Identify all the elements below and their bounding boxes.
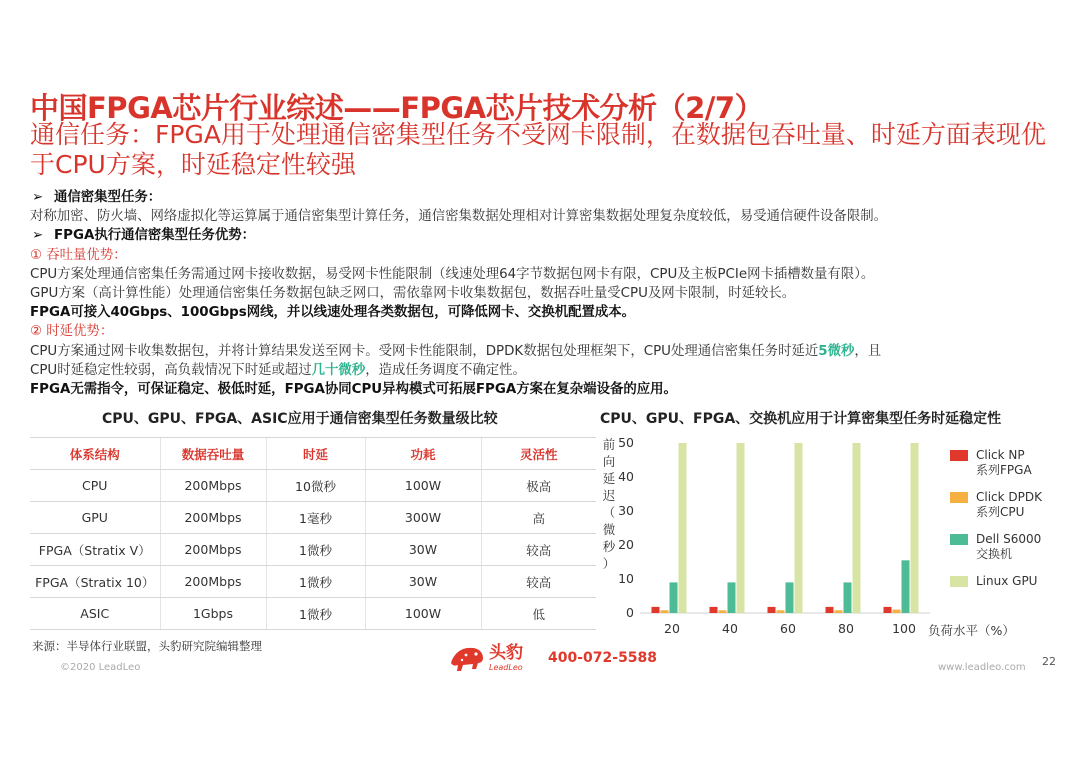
y-label-char: （ bbox=[602, 505, 616, 520]
table-cell: 200Mbps bbox=[160, 566, 266, 598]
table-row bbox=[30, 566, 596, 598]
y-label-char: 延 bbox=[602, 471, 616, 486]
bar-4 bbox=[795, 443, 803, 613]
body-text bbox=[30, 188, 1060, 399]
bar-3 bbox=[670, 582, 678, 613]
advantage-2-bold: FPGA无需指令，可保证稳定、极低时延，FPGA协同CPU异构模式可拓展FPGA方案在复杂端设备的应用。 bbox=[30, 382, 677, 398]
x-tick-label: 80 bbox=[838, 621, 854, 636]
bar-3 bbox=[902, 560, 910, 613]
legend-label: 系列FPGA bbox=[976, 463, 1032, 477]
bar-2 bbox=[835, 610, 843, 613]
legend-label: Click NP bbox=[976, 448, 1025, 462]
logo-text: 头豹 bbox=[489, 642, 523, 663]
bar-2 bbox=[719, 610, 727, 613]
bar-4 bbox=[737, 443, 745, 613]
copyright: ©2020 LeadLeo bbox=[60, 662, 141, 673]
logo-subtext: LeadLeo bbox=[489, 662, 523, 672]
table-cell: FPGA（Stratix 10） bbox=[30, 566, 160, 598]
legend-swatch bbox=[950, 534, 968, 545]
bullet-2: ➢ FPGA执行通信密集型任务优势： bbox=[30, 226, 1060, 245]
page-subtitle: 通信任务：FPGA用于处理通信密集型任务不受网卡限制，在数据包吞吐量、时延方面表现优于CPU方案，时延稳定性较强 bbox=[30, 120, 1046, 179]
comparison-table bbox=[30, 437, 596, 630]
table-cell: 30W bbox=[365, 566, 481, 598]
highlight-5us: 5微秒 bbox=[818, 343, 855, 359]
chart-legend bbox=[950, 448, 1060, 601]
legend-item bbox=[950, 532, 1060, 562]
bullet-1-text: 对称加密、防火墙、网络虚拟化等运算属于通信密集型计算任务，通信密集数据处理相对计算密集数据处理复杂度较低，易受通信硬件设备限制。 bbox=[30, 209, 887, 225]
chart-x-axis-label: 负荷水平（%） bbox=[928, 623, 1015, 638]
website: www.leadleo.com bbox=[938, 662, 1026, 673]
y-tick-label: 30 bbox=[618, 503, 634, 518]
x-tick-label: 40 bbox=[722, 621, 738, 636]
page-number: 22 bbox=[1042, 655, 1056, 668]
table-cell: 较高 bbox=[481, 534, 596, 566]
table-row bbox=[30, 470, 596, 502]
comparison-table-wrap bbox=[30, 437, 596, 630]
bullet-1: ➢ 通信密集型任务： bbox=[30, 188, 1060, 207]
legend-label: 系列CPU bbox=[976, 505, 1025, 519]
table-cell: 较高 bbox=[481, 566, 596, 598]
table-cell: FPGA（Stratix V） bbox=[30, 534, 160, 566]
table-cell: 30W bbox=[365, 534, 481, 566]
legend-label: Dell S6000 bbox=[976, 532, 1042, 546]
bar-2 bbox=[777, 610, 785, 613]
bar-3 bbox=[844, 582, 852, 613]
x-tick-label: 100 bbox=[892, 621, 916, 636]
y-tick-label: 20 bbox=[618, 537, 634, 552]
advantage-1-bold: FPGA可接入40Gbps、100Gbps网线，并以线速处理各类数据包，可降低网卡、交换机配置成本。 bbox=[30, 305, 636, 321]
table-header-cell: 时延 bbox=[266, 438, 365, 470]
source-note: 来源：半导体行业联盟，头豹研究院编辑整理 bbox=[32, 639, 262, 653]
bar-3 bbox=[728, 582, 736, 613]
bar-3 bbox=[786, 582, 794, 613]
table-cell: 1Gbps bbox=[160, 598, 266, 630]
y-tick-label: 10 bbox=[618, 571, 634, 586]
table-cell: CPU bbox=[30, 470, 160, 502]
bullet-arrow-icon: ➢ bbox=[32, 190, 44, 205]
legend-label: Linux GPU bbox=[976, 574, 1038, 588]
bar-4 bbox=[911, 443, 919, 613]
table-cell: 200Mbps bbox=[160, 502, 266, 534]
legend-swatch bbox=[950, 492, 968, 503]
table-cell: 300W bbox=[365, 502, 481, 534]
advantage-2-title: ② 时延优势： bbox=[30, 324, 114, 340]
table-cell: 200Mbps bbox=[160, 470, 266, 502]
legend-item bbox=[950, 490, 1060, 520]
x-tick-label: 60 bbox=[780, 621, 796, 636]
table-cell: ASIC bbox=[30, 598, 160, 630]
table-cell: 1微秒 bbox=[266, 534, 365, 566]
legend-swatch bbox=[950, 450, 968, 461]
table-cell: 高 bbox=[481, 502, 596, 534]
bar-1 bbox=[768, 607, 776, 613]
table-cell: 200Mbps bbox=[160, 534, 266, 566]
bar-2 bbox=[893, 610, 901, 613]
table-row bbox=[30, 598, 596, 630]
bar-1 bbox=[652, 607, 660, 613]
brand-logo bbox=[448, 641, 523, 675]
table-title: CPU、GPU、FPGA、ASIC应用于通信密集型任务数量级比较 bbox=[102, 411, 498, 427]
advantage-1-title: ① 吞吐量优势： bbox=[30, 247, 127, 263]
page-title: 中国FPGA芯片行业综述——FPGA芯片技术分析（2/7） bbox=[30, 91, 764, 125]
y-tick-label: 50 bbox=[618, 435, 634, 450]
advantage-2-line-2: CPU时延稳定性较弱，高负载情况下时延或超过几十微秒，造成任务调度不确定性。 bbox=[30, 362, 526, 378]
legend-swatch bbox=[950, 576, 968, 587]
leopard-logo-icon bbox=[448, 641, 486, 675]
chart-plot-area bbox=[618, 435, 930, 636]
y-label-char: 秒 bbox=[602, 539, 616, 554]
x-tick-label: 20 bbox=[664, 621, 680, 636]
y-label-char: 前 bbox=[602, 437, 616, 452]
table-cell: 低 bbox=[481, 598, 596, 630]
table-cell: 100W bbox=[365, 598, 481, 630]
legend-label: 交换机 bbox=[976, 547, 1013, 561]
highlight-tens-us: 几十微秒 bbox=[311, 362, 366, 378]
legend-item bbox=[950, 574, 1060, 589]
bar-1 bbox=[710, 607, 718, 613]
y-label-char: ） bbox=[602, 556, 616, 571]
y-tick-label: 40 bbox=[618, 469, 634, 484]
legend-label: Click DPDK bbox=[976, 490, 1042, 504]
table-header-row bbox=[30, 438, 596, 470]
advantage-1-line-1: CPU方案处理通信密集任务需通过网卡接收数据，易受网卡性能限制（线速处理64字节数据包网卡有限，CPU及主板PCIe网卡插槽数量有限）。 bbox=[30, 266, 875, 282]
table-cell: 1毫秒 bbox=[266, 502, 365, 534]
y-label-char: 迟 bbox=[602, 488, 616, 503]
bar-2 bbox=[661, 610, 669, 613]
latency-bar-chart bbox=[610, 430, 950, 640]
bar-1 bbox=[884, 607, 892, 613]
table-header-cell: 灵活性 bbox=[481, 438, 596, 470]
chart-title: CPU、GPU、FPGA、交换机应用于计算密集型任务时延稳定性 bbox=[600, 411, 1002, 427]
table-cell: 10微秒 bbox=[266, 470, 365, 502]
table-header-cell: 体系结构 bbox=[30, 438, 160, 470]
bullet-arrow-icon: ➢ bbox=[32, 228, 44, 244]
table-row bbox=[30, 534, 596, 566]
table-row bbox=[30, 502, 596, 534]
table-cell: 100W bbox=[365, 470, 481, 502]
table-cell: 极高 bbox=[481, 470, 596, 502]
advantage-2-line-1: CPU方案通过网卡收集数据包，并将计算结果发送至网卡。受网卡性能限制，DPDK数据包处理框架下，CPU处理通信密集任务时延近5微秒，且 bbox=[30, 343, 882, 359]
table-cell: GPU bbox=[30, 502, 160, 534]
hotline-number: 400-072-5588 bbox=[548, 650, 658, 666]
table-cell: 1微秒 bbox=[266, 566, 365, 598]
table-header-cell: 数据吞吐量 bbox=[160, 438, 266, 470]
bar-4 bbox=[679, 443, 687, 613]
advantage-1-line-2: GPU方案（高计算性能）处理通信密集任务数据包缺乏网口，需依靠网卡收集数据包，数据吞吐量受CPU及网卡限制，时延较长。 bbox=[30, 286, 796, 302]
y-tick-label: 0 bbox=[626, 605, 634, 620]
legend-item bbox=[950, 448, 1060, 478]
bar-1 bbox=[826, 607, 834, 613]
table-cell: 1微秒 bbox=[266, 598, 365, 630]
table-header-cell: 功耗 bbox=[365, 438, 481, 470]
y-label-char: 向 bbox=[602, 454, 616, 469]
y-label-char: 微 bbox=[602, 522, 616, 537]
bar-4 bbox=[853, 443, 861, 613]
